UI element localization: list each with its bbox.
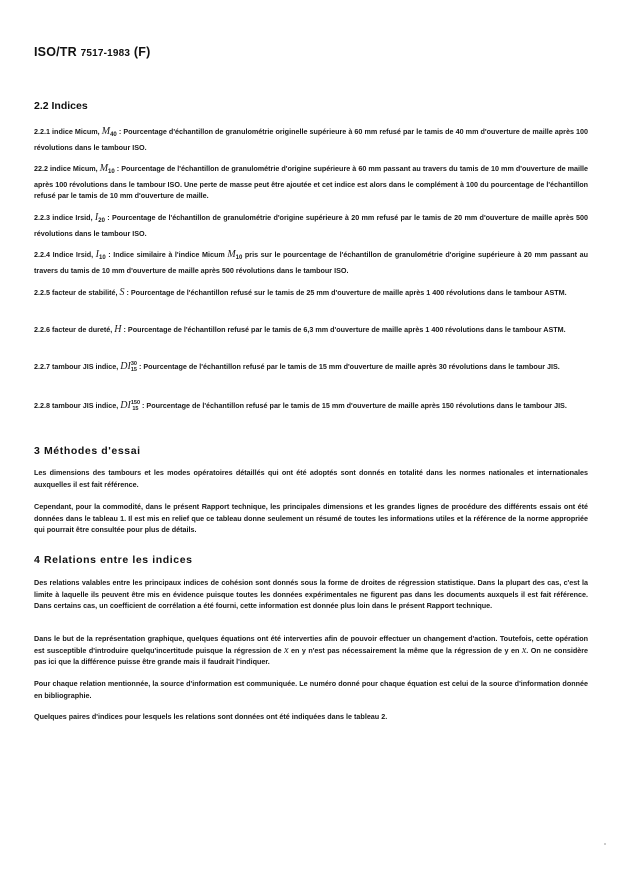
item-lead: 22.2 indice Micum, xyxy=(34,164,98,173)
symbol-fraction xyxy=(131,361,137,373)
fraction-top: 30 xyxy=(130,361,137,368)
item-2-2-2 xyxy=(34,163,588,202)
item-2-2-7 xyxy=(34,361,588,373)
symbol: DI xyxy=(120,400,131,411)
item-2-2-5 xyxy=(34,287,588,299)
variable-x: x xyxy=(521,644,527,656)
item-text: : Pourcentage d'échantillon de granulométrie originelle supérieure à 60 mm refusé par le tamis de 40 mm d'ouverture de maille après 100 révolutions dans le tambour ISO. xyxy=(34,127,589,152)
section-4-paragraph-3: Pour chaque relation mentionnée, la source d'information est communiquée. Le numéro donné pour chaque équation est celui de la source d'information donnée en bibliographie. xyxy=(34,679,588,700)
scan-speck xyxy=(604,843,606,845)
symbol-sub: 40 xyxy=(110,132,117,138)
item-lead: 2.2.7 tambour JIS indice, xyxy=(34,362,119,371)
fraction-top: 150 xyxy=(130,400,141,407)
header-lang: (F) xyxy=(133,45,151,59)
item-text: : Indice similaire à l'indice Micum xyxy=(108,250,225,259)
fraction-bottom: 15 xyxy=(132,406,139,413)
section-3-paragraph-2: Cependant, pour la commodité, dans le présent Rapport technique, les principales dimensions et les grandes lignes de procédure des différents essais ont été données dans le tableau 1. Il est mis en relief que ce tableau donne seulement un résumé de toutes les informations utiles et la référence de la norme appropriée qui pourrait être consultée pour plus de détails. xyxy=(34,502,588,534)
item-lead: 2.2.3 indice Irsid, xyxy=(34,213,93,222)
symbol: M xyxy=(101,126,111,137)
item-lead: 2.2.8 tambour JIS indice, xyxy=(34,401,119,410)
section-3-title: 3 Méthodes d'essai xyxy=(34,445,141,457)
item-text: : Pourcentage de l'échantillon refusé sur le tamis de 25 mm d'ouverture de maille après 1 400 révolutions dans le tambour ASTM. xyxy=(126,288,567,297)
item-text: : Pourcentage de l'échantillon de granulométrie d'origine supérieure à 20 mm refusé par le tamis de 20 mm d'ouverture de maille après 500 révolutions dans le tambour ISO. xyxy=(34,213,589,238)
item-lead: 2.2.5 facteur de stabilité, xyxy=(34,288,118,297)
symbol-sub: 20 xyxy=(98,218,105,224)
item-text: : Pourcentage de l'échantillon de granulométrie d'origine supérieure à 60 mm passant au travers du tamis de 10 mm d'ouverture de maille après 100 révolutions dans le tambour ISO. Une perte de masse peut être ajoutée et cet indice est alors dans le complément à 100 du pourcentage de l'échantillon refusé par le tamis de 10 mm d'ouverture de maille. xyxy=(34,164,589,200)
item-2-2-4 xyxy=(34,249,588,276)
section-4-paragraph-1: Des relations valables entre les principaux indices de cohésion sont donnés sous la forme de droites de régression statistique. Dans la plupart des cas, c'est la limite à laquelle ils peuvent être mis en évidence puisque toutes les données expérimentales ne figurent pas dans les documents auxquels il est fait référence. Dans certains cas, un coefficient de corrélation a été fourni, cette information est donnée plus loin dans le présent Rapport technique. xyxy=(34,578,588,610)
section-4-title: 4 Relations entre les indices xyxy=(34,554,193,566)
item-text: : Pourcentage de l'échantillon refusé par le tamis de 15 mm d'ouverture de maille après 30 révolutions dans le tambour JIS. xyxy=(138,362,560,371)
symbol-sub: 10 xyxy=(235,255,243,261)
item-lead: 2.2.1 indice Micum, xyxy=(34,127,100,136)
symbol-sub: 10 xyxy=(108,169,115,175)
paragraph-text: . On ne considère pas ici que la différence puisse être grande mais il faudrait l'indiquer. xyxy=(34,645,589,666)
paragraph-text: en y n'est pas nécessairement la même que la régression de y en xyxy=(291,645,520,655)
symbol: DI xyxy=(120,361,131,372)
section-4-paragraph-4: Quelques paires d'indices pour lesquels les relations sont données ont été indiquées dans le tableau 2. xyxy=(34,712,388,721)
item-text: pris sur le pourcentage de l'échantillon de granulométrie d'origine supérieure à 20 mm passant au travers du tamis de 10 mm d'ouverture de maille après 500 révolutions dans le tambour ISO. xyxy=(34,250,588,275)
section-4-paragraph-2 xyxy=(34,633,588,668)
symbol: M xyxy=(227,249,236,260)
symbol-fraction xyxy=(131,400,140,412)
section-3-paragraph-1: Les dimensions des tambours et les modes opératoires détaillés qui ont été adoptés sont donnés en totalité dans les normes nationales et internationales auxquelles il est fait référence. xyxy=(34,468,588,489)
symbol: H xyxy=(114,324,122,335)
symbol: S xyxy=(119,287,125,298)
header-code: 7517-1983 xyxy=(80,48,131,59)
header-prefix: ISO/TR xyxy=(34,45,77,59)
symbol: I xyxy=(95,249,100,260)
symbol-sub: 10 xyxy=(99,255,106,261)
item-2-2-1 xyxy=(34,126,588,153)
symbol: M xyxy=(99,163,109,174)
section-2-2-title: 2.2 Indices xyxy=(34,100,88,112)
item-text: : Pourcentage de l'échantillon refusé par le tamis de 6,3 mm d'ouverture de maille après 1 400 révolutions dans le tambour ASTM. xyxy=(123,325,566,334)
fraction-bottom: 15 xyxy=(130,367,137,374)
paragraph-text: Dans le but de la représentation graphique, quelques équations ont été interverties afin de pouvoir effectuer un changement d'action. Toutefois, cette opération est susceptible d'introduire quelqu'incertitude puisque la régression de xyxy=(34,634,588,655)
item-2-2-8 xyxy=(34,400,588,412)
variable-x: x xyxy=(284,644,289,656)
symbol: I xyxy=(94,212,99,223)
document-header xyxy=(34,45,150,59)
item-lead: 2.2.4 Indice Irsid, xyxy=(34,250,94,259)
item-2-2-3 xyxy=(34,212,588,239)
item-2-2-6 xyxy=(34,324,588,336)
item-lead: 2.2.6 facteur de dureté, xyxy=(34,325,113,334)
item-text: : Pourcentage de l'échantillon refusé par le tamis de 15 mm d'ouverture de maille après 150 révolutions dans le tambour JIS. xyxy=(142,401,567,410)
